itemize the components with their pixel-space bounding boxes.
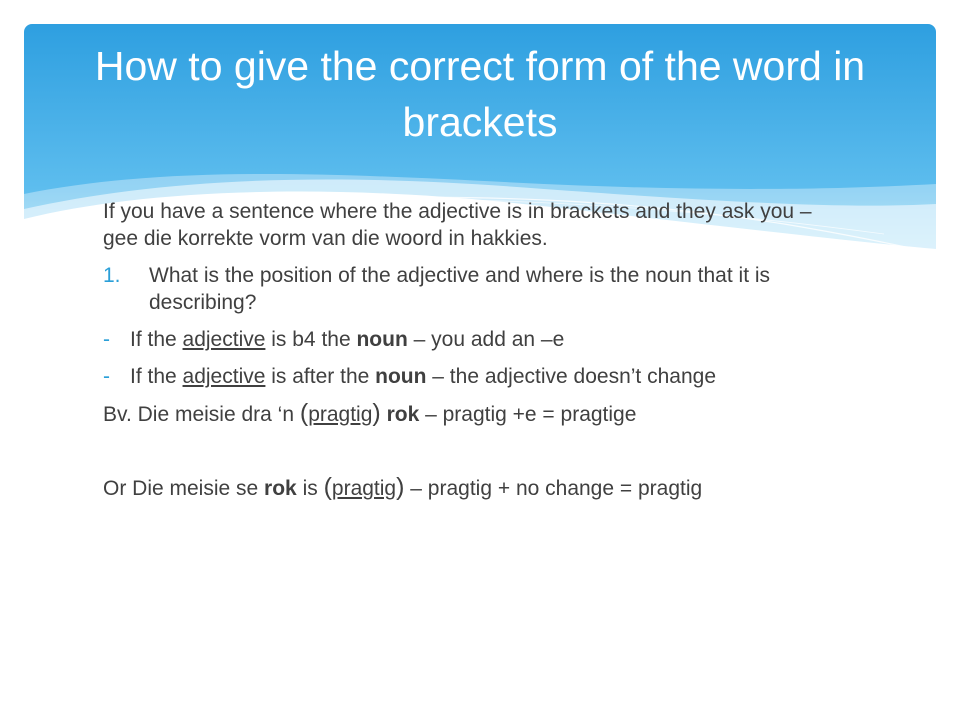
example-text-part: – pragtig + no change = pragtig [404,477,703,500]
example-text-part: is [296,477,324,500]
rule-after-noun [103,363,843,390]
adjective-term: adjective [182,365,266,388]
rule-text-part: – the adjective doesn’t change [426,365,716,388]
adjective-term: adjective [182,328,266,351]
example-one [103,400,843,428]
rule-text [130,326,564,353]
item-number: 1. [103,264,121,287]
numbered-item [103,262,843,316]
close-bracket: ) [372,399,381,427]
noun-term: noun [356,328,408,351]
noun-term: rok [264,477,297,500]
noun-term: rok [380,403,420,426]
example-two [103,474,843,502]
dash-bullet: - [103,365,110,388]
example-text-part: – pragtig +e = pragtige [419,403,637,426]
example-text-part: Or Die meisie se [103,477,265,500]
bracketed-word: pragtig [331,477,397,500]
noun-term: noun [375,365,427,388]
close-bracket: ) [396,473,405,501]
rule-text-part: is after the [265,365,376,388]
rule-text-part: If the [130,365,183,388]
open-bracket: ( [323,473,332,501]
slide-body [103,198,843,502]
rule-text [130,363,716,390]
intro-paragraph: If you have a sentence where the adjective is in brackets and they ask you – gee die korrekte vorm van die woord in hakkies. [103,200,812,250]
slide-title: How to give the correct form of the word in brackets [94,43,866,145]
dash-bullet: - [103,328,110,351]
example-text-part: Bv. Die meisie dra ‘n [103,403,300,426]
rule-text-part: – you add an –e [407,328,565,351]
rule-before-noun [103,326,843,353]
bracketed-word: pragtig [308,403,373,426]
rule-text-part: is b4 the [265,328,357,351]
numbered-item-text: What is the position of the adjective and where is the noun that it is describing? [149,264,771,314]
open-bracket: ( [299,399,309,427]
rule-text-part: If the [130,328,183,351]
